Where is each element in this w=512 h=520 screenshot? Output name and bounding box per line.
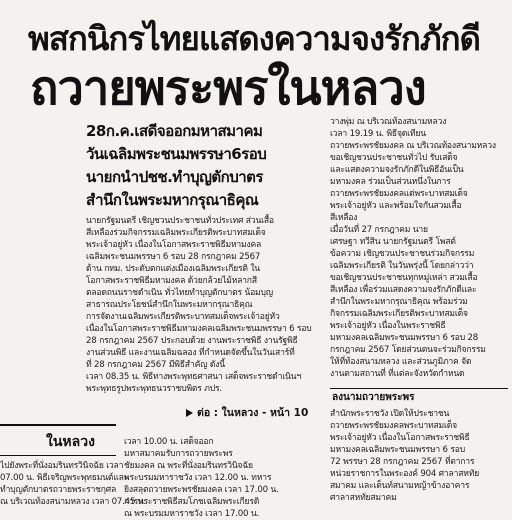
body-line: พระเจ้าอยู่หัว เนื่องในโอกาสพระราชพิธี: [330, 433, 470, 443]
body-line: สำนึกในพระมหากรุณาธิคุณ พร้อมร่วม: [330, 297, 468, 307]
body-line: มหามงคลเฉลิมพระชนมพรรษา 6 รอบ 28: [330, 333, 479, 343]
arrow-right-icon: [186, 409, 193, 417]
body-line: มหามงคล ร่วมเป็นส่วนหนึ่งในการ: [330, 177, 451, 187]
section-title-sign-blessing: ลงนามถวายพระพร: [332, 392, 415, 403]
body-line: กรกฎาคม 2567 โดยส่วนตนจะร่วมกิจกรรม: [330, 345, 486, 355]
subheadline: [86, 120, 312, 212]
section-divider: [330, 388, 508, 389]
body-line: สำนักพระราชวัง เปิดให้ประชาชน: [330, 409, 450, 419]
body-line: มหาสมาคมรับการถวายพระพร: [124, 449, 233, 459]
body-line: เฉลิมพระเกียรติ ในวันพรุ่งนี้ โดยกล่าวว่า: [330, 261, 474, 271]
body-line: ด้าน กทม. ประดับตกแต่งเมืองเฉลิมพระเกียรติ ใน: [86, 264, 260, 274]
body-line: เศรษฐา ทวีสิน นายกรัฐมนตรี โพสต์: [330, 237, 456, 247]
body-line: ไปยังพระที่นั่งอมรินทรวินิจฉัย เวลา: [0, 461, 124, 471]
right-column-body-2: [330, 408, 508, 512]
section-divider: [0, 424, 116, 426]
main-article-body: [86, 215, 314, 395]
section-divider: [0, 455, 116, 456]
body-line: เนื่องในโอกาสพระราชพิธีมหามงคลเฉลิมพระชนมพรรษา 6 รอบ: [86, 324, 312, 334]
body-line: ศาลาสหทัยสมาคม: [330, 493, 397, 503]
body-line: พระเจ้าอยู่หัว และพร้อมใจกันสวมเสื้อ: [330, 201, 462, 211]
body-line: ณ พระบรมมหาราชวัง เวลา 17.00 น.: [124, 509, 260, 519]
body-line: สีเหลืองร่วมกิจกรรมเฉลิมพระเกียรติพระบาทสมเด็จ: [86, 228, 266, 238]
body-line: วางพุ่ม ณ บริเวณท้องสนามหลวง: [330, 117, 447, 127]
body-line: เฉลิมพระชนมพรรษา 6 รอบ 28 กรกฎาคม 2567: [86, 252, 261, 262]
body-line: สมาคม และเต็นท์สนามหญ้าข้างอาคาร: [330, 481, 470, 491]
body-line: พระพุทธรูปพระพุทธนวราชบพิตร ภปร.: [86, 384, 222, 394]
body-line: ข้อความ เชิญชวนประชาชนร่วมกิจกรรม: [330, 249, 475, 259]
body-line: ตลอดถนนราชดำเนิน ทั่วไทยทำบุญตักบาตร น้อมบุญ: [86, 288, 273, 298]
body-line: ณ บริเวณท้องสนามหลวง เวลา 07.45 น.: [0, 497, 146, 507]
body-line: พระเจ้าอยู่หัว เนื่องในโอกาสพระราชพิธีมหามงคล: [86, 240, 262, 250]
subheadline-line: สำนึกในพระมหากรุณาธิคุณ: [86, 191, 259, 209]
body-line: ถวายพระพรชัยมงคลแด่พระบาทสมเด็จ: [330, 189, 468, 199]
subheadline-line: วันเฉลิมพระชนมพรรษา6รอบ: [86, 145, 267, 163]
body-line: ให้ที่ท้องสนามหลวง และส่วนภูมิภาค จัด: [330, 357, 472, 367]
body-line: และแสดงความจงรักภักดีในพิธีอันเป็น: [330, 165, 464, 175]
body-line: มหามงคลเฉลิมพระชนมพรรษา 6 รอบ: [330, 445, 465, 455]
body-line: งานตามสถานที่ ที่แต่ละจังหวัดกำหนด: [330, 369, 465, 379]
body-line: งานส่วนพิธี และงานเฉลิมฉลอง ที่กำหนดจัดขึ้นในวันเสาร์ที่: [86, 348, 295, 358]
body-line: ขอเชิญชวนประชาชนทั่วไป รับเสด็จ: [330, 153, 458, 163]
continuation-text: ต่อ : ในหลวง - หน้า 10: [197, 407, 309, 419]
body-line: 07.00 น. พิธีเจริญพระพุทธมนต์และ: [0, 473, 129, 483]
body-line: สาธารณประโยชน์สำนึกในพระมหากรุณาธิคุณ: [86, 300, 253, 310]
body-line: พระบรมมหาราชวัง เวลา 12.00 น. ทหาร: [124, 473, 272, 483]
body-line: ขอเชิญชวนประชาชนทุกหมู่เหล่า สวมเสื้อ: [330, 273, 478, 283]
body-line: ที่ 28 กรกฎาคม 2567 มีพิธีสำคัญ ดังนี้: [86, 360, 225, 370]
body-line: ถวายพระพรชัยมงคลพระบาทสมเด็จ: [330, 421, 457, 431]
subheadline-line: 28ก.ค.เสดีจออกมหาสมาคม: [86, 122, 263, 140]
subheadline-line: นายกนำปชช.ทำบุญตักบาตร: [86, 168, 263, 186]
continuation-note: [186, 406, 326, 420]
body-line: 28 กรกฎาคม 2567 ประกอบด้วย งานพระราชพิธี งานรัฐพิธี: [86, 336, 298, 346]
body-line: 72 พรรษา 28 กรกฎาคม 2567 ที่ตาการ: [330, 457, 475, 467]
body-line: เวลา 08.35 น. พิธีทางพระพุทธศาสนา เสด็จพระราชดำเนินฯ: [86, 372, 301, 382]
body-line: ทำบุญตักบาตรถวายพระราชกุศล: [0, 485, 117, 495]
body-line: สีเหลือง เพื่อร่วมแสดงความจงรักภักดีและ: [330, 285, 477, 295]
left-column-body: [0, 460, 146, 512]
body-line: เวลา 10.00 น. เสด็จออก: [124, 437, 214, 447]
body-line: หน่วยราชการในพระองค์ 904 ศาลาสหทัย: [330, 469, 480, 479]
body-line: เมื่อวันที่ 27 กรกฎาคม นาย: [330, 225, 428, 235]
body-line: พระเจ้าอยู่หัว เนื่องในพระราชพิธี: [330, 321, 446, 331]
body-line: เวลา 19.19 น. พิธีจุดเทียน: [330, 129, 426, 139]
headline-line-2: ถวายพระพรในหลวง: [30, 61, 426, 116]
section-title-king: ในหลวง: [46, 434, 95, 450]
body-line: การพระราชพิธีสมโภชเฉลิมพระเกียรติ: [124, 497, 260, 507]
body-line: สีเหลือง: [330, 213, 358, 223]
body-line: ชัยมงคล ณ พระที่นั่งอมรินทรวินิจฉัย: [124, 461, 253, 471]
body-line: ถวายพระพรชัยมงคล ณ บริเวณท้องสนามหลวง: [330, 141, 496, 151]
body-line: กิจกรรมเฉลิมพระเกียรติพระบาทสมเด็จ: [330, 309, 468, 319]
body-line: ยิงสลุตถวายพระพรชัยมงคล เวลา 17.00 น.: [124, 485, 279, 495]
headline-line-1: พสกนิกรไทยแสดงความจงรักภักดี: [28, 19, 480, 58]
body-line: นายกรัฐมนตรี เชิญชวนประชาชนทั่วประเทศ ส่วนเสื้อ: [86, 216, 274, 226]
body-line: โอกาสพระราชพิธีมหามงคล ด้วยกล้วยไม้หลากสี: [86, 276, 257, 286]
right-column-body: [330, 116, 508, 381]
bottom-column-body: [124, 436, 320, 519]
body-line: การจัดงานเฉลิมพระเกียรติพระบาทสมเด็จพระเจ้าอยู่หัว: [86, 312, 280, 322]
